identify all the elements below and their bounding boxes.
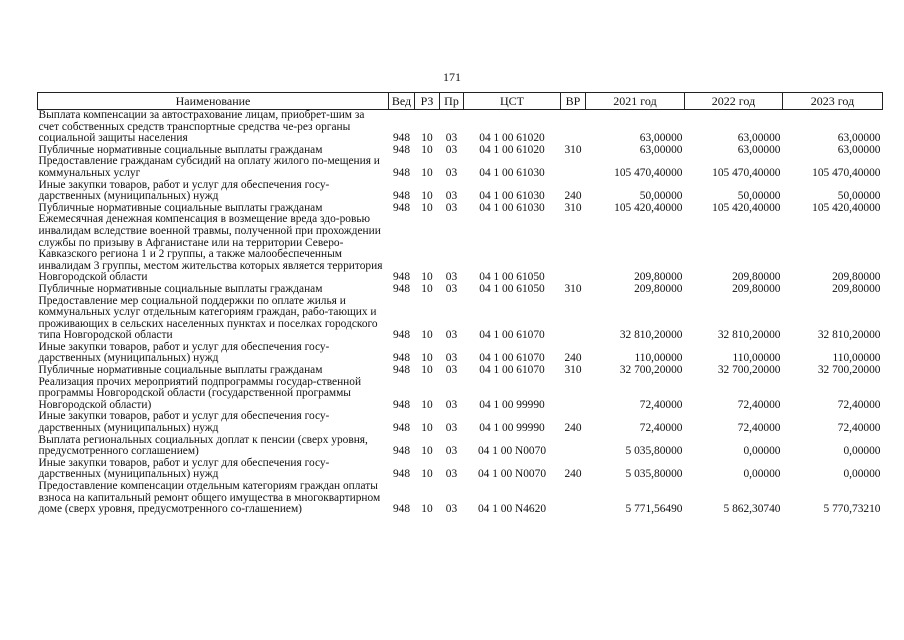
header-cst: ЦСТ [464, 93, 561, 110]
table-row [38, 481, 883, 516]
row-name: Иные закупки товаров, работ и услуг для обеспечения госу-дарственных (муниципальных) нужд [38, 410, 330, 435]
row-rz: 10 [421, 398, 433, 411]
row-rz: 10 [421, 201, 433, 214]
row-cst: 04 1 00 61030 [479, 190, 545, 203]
table-row [38, 110, 883, 145]
row-pr: 03 [445, 445, 458, 458]
row-ved: 948 [392, 422, 411, 435]
row-ved: 948 [392, 201, 411, 214]
row-ved: 948 [392, 364, 411, 377]
row-name: Предоставление гражданам субсидий на оплату жилого по-мещения и коммунальных услуг [38, 155, 380, 179]
row-2022: 32 700,20000 [717, 364, 781, 377]
row-2021: 50,00000 [639, 190, 683, 203]
row-2021: 63,00000 [639, 132, 683, 145]
row-ved: 948 [392, 143, 411, 156]
row-2023: 63,00000 [837, 143, 881, 156]
row-rz: 10 [421, 190, 433, 203]
row-name: Реализация прочих мероприятий подпрограммы государ-ственной программы Новгородской области (государственной программы Новгородской области) [38, 375, 362, 411]
row-2021: 105 470,40000 [614, 166, 683, 179]
row-name: Иные закупки товаров, работ и услуг для обеспечения госу-дарственных (муниципальных) нужд [38, 340, 330, 365]
row-2022: 209,80000 [732, 271, 781, 284]
row-2022: 63,00000 [737, 132, 781, 145]
row-pr: 03 [445, 398, 458, 411]
row-2022: 105 420,40000 [712, 201, 781, 214]
row-vr: 310 [564, 201, 582, 214]
row-name: Предоставление мер социальной поддержки по оплате жилья и коммунальных услуг отдельным категориям граждан, рабо-тающих и проживающих в сельских населенных пунктах и поселках городского типа Новгородской области [38, 294, 378, 342]
row-cst: 04 1 00 99990 [479, 422, 545, 435]
row-cst: 04 1 00 61070 [479, 329, 545, 342]
row-2023: 72,40000 [837, 422, 881, 435]
row-2022: 72,40000 [737, 422, 781, 435]
row-2021: 209,80000 [634, 282, 683, 295]
row-2023: 110,00000 [832, 352, 881, 365]
row-cst: 04 1 00 61030 [479, 166, 545, 179]
row-pr: 03 [445, 352, 458, 365]
row-pr: 03 [445, 201, 458, 214]
budget-table [37, 92, 883, 516]
header-2021: 2021 год [586, 93, 685, 110]
header-2023: 2023 год [783, 93, 883, 110]
row-2021: 63,00000 [639, 143, 683, 156]
row-2023: 32 700,20000 [817, 364, 881, 377]
row-pr: 03 [445, 132, 458, 145]
table-row [38, 458, 883, 481]
row-2021: 110,00000 [634, 352, 683, 365]
row-cst: 04 1 00 61030 [479, 201, 545, 214]
table-header-row [38, 93, 883, 110]
row-pr: 03 [445, 422, 458, 435]
row-2021: 5 035,80000 [625, 468, 683, 481]
row-name: Выплата компенсации за автострахование лицам, приобрет-шим за счет собственных средств транспортные средства че-рез органы социальной защиты населения [38, 109, 365, 145]
row-name: Публичные нормативные социальные выплаты гражданам [38, 143, 323, 156]
row-pr: 03 [445, 503, 458, 516]
row-2022: 0,00000 [743, 468, 781, 481]
row-vr: 240 [564, 190, 582, 203]
table-row [38, 156, 883, 179]
table-row [38, 284, 883, 296]
row-2021: 32 810,20000 [619, 329, 683, 342]
row-pr: 03 [445, 468, 458, 481]
row-vr [561, 214, 586, 284]
row-rz: 10 [421, 271, 433, 284]
row-vr [561, 110, 586, 145]
row-cst: 04 1 00 N0070 [477, 445, 547, 458]
table-row [38, 180, 883, 203]
row-2023: 32 810,20000 [817, 329, 881, 342]
table-row [38, 296, 883, 342]
row-rz: 10 [421, 132, 433, 145]
row-pr: 03 [445, 282, 458, 295]
row-name: Выплата региональных социальных доплат к пенсии (сверх уровня, предусмотренного соглашением) [38, 433, 368, 458]
row-rz: 10 [421, 166, 433, 179]
row-2021: 72,40000 [639, 398, 683, 411]
row-ved: 948 [392, 503, 411, 516]
row-vr [561, 481, 586, 516]
row-2023: 5 770,73210 [823, 503, 881, 516]
row-2023: 63,00000 [837, 132, 881, 145]
header-vr: ВР [561, 93, 586, 110]
row-2022: 209,80000 [732, 282, 781, 295]
row-2023: 105 420,40000 [812, 201, 881, 214]
row-name: Ежемесячная денежная компенсация в возмещение вреда здо-ровью инвалидам вследствие военной травмы, полученной при прохождении службы по призыву в Афганистане или на территории Северо-Кавказского региона 1 и 2 группы, а также малообеспеченным инвалидам 3 группы, местом жительства которых является территория Новгородской области [38, 213, 383, 284]
row-pr: 03 [445, 271, 458, 284]
row-rz: 10 [421, 329, 433, 342]
row-cst: 04 1 00 61070 [479, 352, 545, 365]
table-row [38, 214, 883, 284]
row-pr: 03 [445, 329, 458, 342]
row-vr: 240 [564, 352, 582, 365]
header-pr: Пр [440, 93, 464, 110]
row-2022: 63,00000 [737, 143, 781, 156]
row-2022: 50,00000 [737, 190, 781, 203]
row-vr [561, 296, 586, 342]
row-pr: 03 [445, 143, 458, 156]
page-number: 171 [443, 70, 461, 84]
row-ved: 948 [392, 166, 411, 179]
header-rz: РЗ [415, 93, 440, 110]
row-cst: 04 1 00 61020 [479, 132, 545, 145]
row-rz: 10 [421, 352, 433, 365]
row-ved: 948 [392, 398, 411, 411]
row-vr: 310 [564, 282, 582, 295]
row-cst: 04 1 00 N0070 [477, 468, 547, 481]
row-ved: 948 [392, 468, 411, 481]
row-vr [561, 435, 586, 458]
row-cst: 04 1 00 99990 [479, 398, 545, 411]
row-2021: 72,40000 [639, 422, 683, 435]
row-name: Предоставление компенсации отдельным категориям граждан оплаты взноса на капитальный ремонт общего имущества в многоквартирном доме (сверх уровня, предусмотренного со-глашением) [38, 480, 381, 516]
header-2022: 2022 год [685, 93, 783, 110]
row-name: Иные закупки товаров, работ и услуг для обеспечения госу-дарственных (муниципальных) нужд [38, 178, 330, 203]
row-ved: 948 [392, 132, 411, 145]
row-2022: 110,00000 [732, 352, 781, 365]
row-ved: 948 [392, 329, 411, 342]
row-ved: 948 [392, 445, 411, 458]
row-2021: 105 420,40000 [614, 201, 683, 214]
table-row [38, 435, 883, 458]
row-cst: 04 1 00 61050 [479, 282, 545, 295]
row-ved: 948 [392, 190, 411, 203]
table-row [38, 342, 883, 365]
row-2021: 5 035,80000 [625, 445, 683, 458]
row-2023: 72,40000 [837, 398, 881, 411]
row-2022: 0,00000 [743, 445, 781, 458]
row-cst: 04 1 00 61070 [479, 364, 545, 377]
row-2023: 209,80000 [832, 282, 881, 295]
row-2022: 72,40000 [737, 398, 781, 411]
row-rz: 10 [421, 143, 433, 156]
row-ved: 948 [392, 282, 411, 295]
row-rz: 10 [421, 445, 433, 458]
row-2021: 209,80000 [634, 271, 683, 284]
row-ved: 948 [392, 352, 411, 365]
row-cst: 04 1 00 61020 [479, 143, 545, 156]
row-vr: 310 [564, 364, 582, 377]
row-2021: 32 700,20000 [619, 364, 683, 377]
row-vr [561, 377, 586, 412]
row-rz: 10 [421, 468, 433, 481]
row-2023: 0,00000 [843, 468, 881, 481]
row-pr: 03 [445, 190, 458, 203]
row-2023: 209,80000 [832, 271, 881, 284]
table-row [38, 411, 883, 434]
row-cst: 04 1 00 61050 [479, 271, 545, 284]
row-rz: 10 [421, 503, 433, 516]
row-name: Иные закупки товаров, работ и услуг для обеспечения госу-дарственных (муниципальных) нужд [38, 456, 330, 481]
table-row [38, 365, 883, 377]
row-vr [561, 156, 586, 179]
row-name: Публичные нормативные социальные выплаты гражданам [38, 364, 323, 377]
row-2023: 0,00000 [843, 445, 881, 458]
row-2021: 5 771,56490 [625, 503, 683, 516]
row-vr: 310 [564, 143, 582, 156]
table-row [38, 377, 883, 412]
row-rz: 10 [421, 422, 433, 435]
row-2023: 105 470,40000 [812, 166, 881, 179]
row-rz: 10 [421, 364, 433, 377]
row-2022: 5 862,30740 [723, 503, 781, 516]
row-cst: 04 1 00 N4620 [477, 503, 547, 516]
row-vr: 240 [564, 422, 582, 435]
row-rz: 10 [421, 282, 433, 295]
row-2022: 105 470,40000 [712, 166, 781, 179]
row-pr: 03 [445, 166, 458, 179]
row-2023: 50,00000 [837, 190, 881, 203]
row-ved: 948 [392, 271, 411, 284]
row-pr: 03 [445, 364, 458, 377]
row-vr: 240 [564, 468, 582, 481]
row-name: Публичные нормативные социальные выплаты гражданам [38, 201, 323, 214]
row-2022: 32 810,20000 [717, 329, 781, 342]
row-name: Публичные нормативные социальные выплаты гражданам [38, 282, 323, 295]
header-name: Наименование [38, 93, 389, 110]
header-ved: Вед [389, 93, 415, 110]
